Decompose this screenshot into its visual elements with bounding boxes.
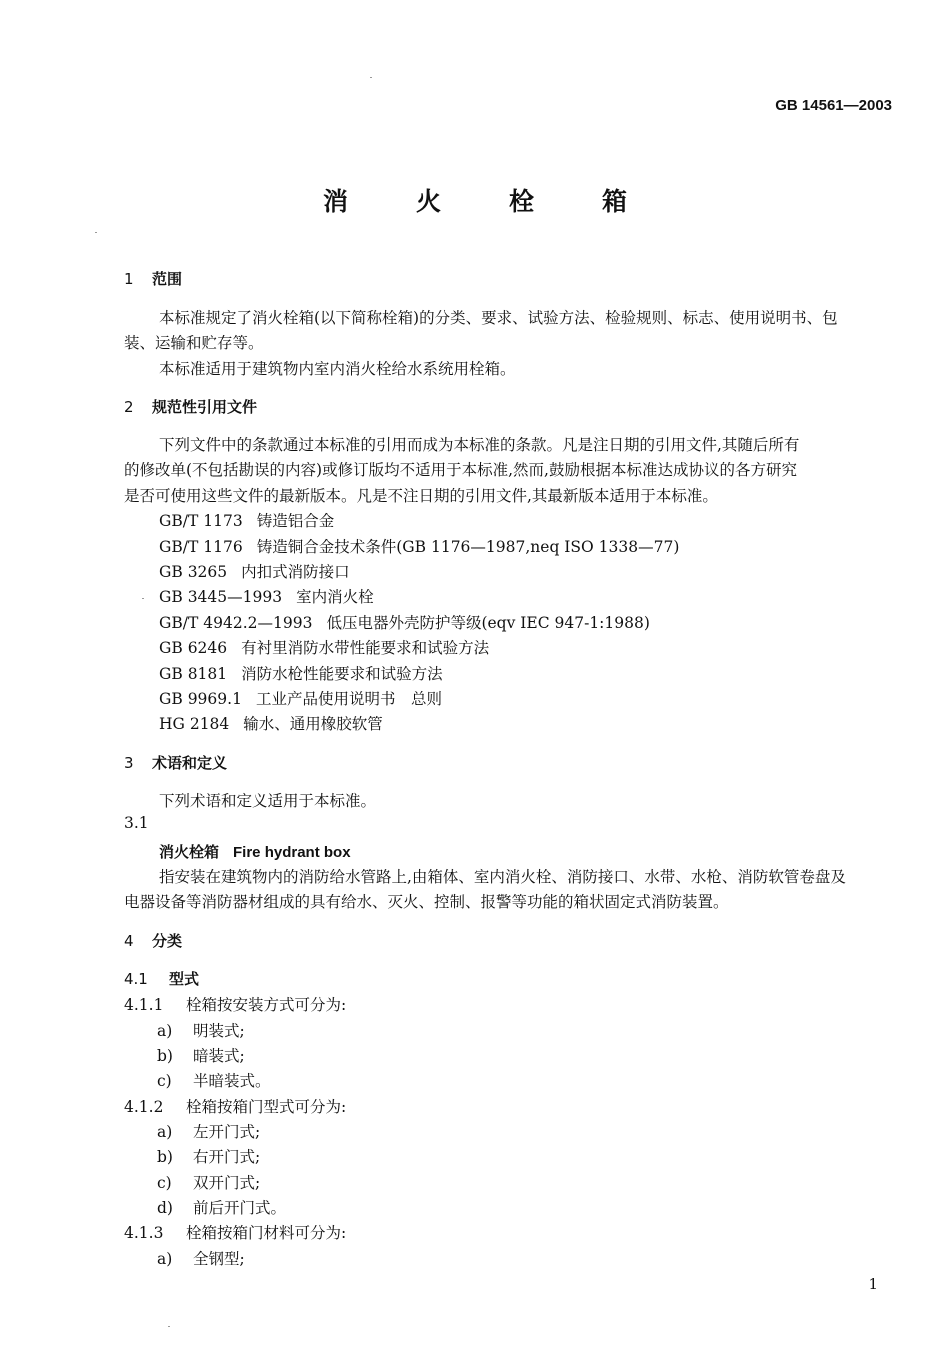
paragraph-line: 下列文件中的条款通过本标准的引用而成为本标准的条款。凡是注日期的引用文件,其随后所有	[159, 436, 800, 454]
list-text: 双开门式;	[193, 1174, 261, 1192]
title-char: 箱	[602, 187, 628, 216]
page-title	[0, 182, 950, 218]
title-char: 栓	[509, 187, 535, 216]
list-label: c)	[157, 1072, 172, 1090]
reference-name: 内扣式消防接口	[241, 563, 350, 581]
list-text: 暗装式;	[193, 1047, 245, 1065]
reference-name: 铸造铝合金	[256, 512, 335, 530]
list-label: b)	[157, 1047, 173, 1065]
paragraph-line: 的修改单(不包括勘误的内容)或修订版均不适用于本标准,然而,鼓励根据本标准达成协议的各方研究	[124, 461, 797, 479]
reference-item	[159, 687, 442, 709]
clause-number: 3.1	[124, 814, 149, 832]
reference-item	[159, 560, 350, 582]
list-label: a)	[157, 1123, 173, 1141]
section-heading-1	[124, 268, 182, 289]
list-item	[157, 1069, 271, 1091]
reference-item	[159, 611, 650, 633]
list-item	[157, 1247, 245, 1269]
paragraph-line: 电器设备等消防器材组成的具有给水、灭火、控制、报警等功能的箱状固定式消防装置。	[124, 893, 729, 911]
paragraph-line: 装、运输和贮存等。	[124, 334, 264, 352]
reference-name: 室内消火栓	[296, 588, 374, 606]
clause-text: 栓箱按安装方式可分为:	[186, 996, 347, 1014]
section-heading-4	[124, 930, 182, 951]
clause-number: 4.1.3	[124, 1224, 164, 1242]
subsection-title: 型式	[169, 970, 200, 988]
reference-item	[159, 509, 334, 531]
list-text: 左开门式;	[193, 1123, 261, 1141]
scan-speck	[370, 77, 372, 78]
list-label: b)	[157, 1148, 173, 1166]
section-number: 2	[124, 398, 134, 416]
reference-item	[159, 585, 374, 607]
reference-name: 工业产品使用说明书 总则	[255, 690, 442, 708]
clause-text: 栓箱按箱门材料可分为:	[186, 1224, 347, 1242]
section-heading-3	[124, 752, 227, 773]
section-number: 3	[124, 754, 134, 772]
reference-code: GB 6246	[159, 639, 228, 657]
clause-text: 栓箱按箱门型式可分为:	[186, 1098, 347, 1116]
paragraph-line: 是否可使用这些文件的最新版本。凡是不注日期的引用文件,其最新版本适用于本标准。	[124, 487, 718, 505]
reference-item	[159, 712, 383, 734]
list-label: a)	[157, 1250, 173, 1268]
paragraph-line: 下列术语和定义适用于本标准。	[159, 792, 377, 810]
list-text: 全钢型;	[193, 1250, 245, 1268]
section-title: 规范性引用文件	[152, 398, 258, 416]
subsection-number: 4.1	[124, 970, 148, 988]
list-text: 半暗装式。	[193, 1072, 271, 1090]
section-title: 范围	[152, 270, 183, 288]
standard-number: GB 14561—2003	[775, 97, 892, 114]
clause-4-1-1	[124, 993, 346, 1015]
reference-name: 输水、通用橡胶软管	[243, 715, 383, 733]
title-char: 火	[415, 187, 441, 216]
reference-name: 消防水枪性能要求和试验方法	[241, 665, 443, 683]
list-label: c)	[157, 1174, 172, 1192]
list-text: 明装式;	[193, 1022, 245, 1040]
reference-code: GB/T 4942.2—1993	[159, 614, 313, 632]
title-char: 消	[322, 187, 348, 216]
paragraph-line: 本标准规定了消火栓箱(以下简称栓箱)的分类、要求、试验方法、检验规则、标志、使用说明书、包	[159, 309, 838, 327]
list-text: 前后开门式。	[193, 1199, 287, 1217]
reference-name: 低压电器外壳防护等级(eqv IEC 947-1:1988)	[326, 614, 650, 632]
reference-code: GB 3445—1993	[159, 588, 283, 606]
clause-4-1-2	[124, 1095, 346, 1117]
section-heading-2	[124, 396, 257, 417]
reference-item	[159, 535, 679, 557]
reference-item	[159, 662, 443, 684]
scan-speck	[168, 1326, 170, 1327]
section-number: 4	[124, 932, 134, 950]
term-english: Fire hydrant box	[233, 844, 351, 861]
page-number: 1	[868, 1275, 878, 1293]
section-title: 分类	[152, 932, 183, 950]
list-item	[157, 1196, 286, 1218]
reference-code: HG 2184	[159, 715, 230, 733]
list-item	[157, 1120, 260, 1142]
clause-4-1-3	[124, 1221, 346, 1243]
clause-number: 4.1.1	[124, 996, 164, 1014]
reference-code: GB 3265	[159, 563, 228, 581]
reference-name: 有衬里消防水带性能要求和试验方法	[241, 639, 490, 657]
reference-code: GB/T 1173	[159, 512, 243, 530]
list-item	[157, 1171, 260, 1193]
list-item	[157, 1044, 245, 1066]
term-chinese: 消火栓箱	[159, 843, 220, 861]
scan-speck	[142, 598, 144, 599]
list-label: d)	[157, 1199, 173, 1217]
list-item	[157, 1019, 245, 1041]
section-number: 1	[124, 270, 134, 288]
reference-code: GB 9969.1	[159, 690, 242, 708]
scan-speck	[95, 232, 97, 233]
subsection-heading-4-1	[124, 968, 199, 989]
list-label: a)	[157, 1022, 173, 1040]
clause-number: 4.1.2	[124, 1098, 164, 1116]
reference-code: GB/T 1176	[159, 538, 243, 556]
paragraph-line: 本标准适用于建筑物内室内消火栓给水系统用栓箱。	[159, 360, 516, 378]
list-item	[157, 1145, 260, 1167]
list-text: 右开门式;	[193, 1148, 261, 1166]
term-heading	[159, 841, 351, 862]
reference-item	[159, 636, 489, 658]
section-title: 术语和定义	[152, 754, 228, 772]
paragraph-line: 指安装在建筑物内的消防给水管路上,由箱体、室内消火栓、消防接口、水带、水枪、消防软管卷盘及	[159, 868, 846, 886]
reference-name: 铸造铜合金技术条件(GB 1176—1987,neq ISO 1338—77)	[256, 538, 680, 556]
reference-code: GB 8181	[159, 665, 228, 683]
